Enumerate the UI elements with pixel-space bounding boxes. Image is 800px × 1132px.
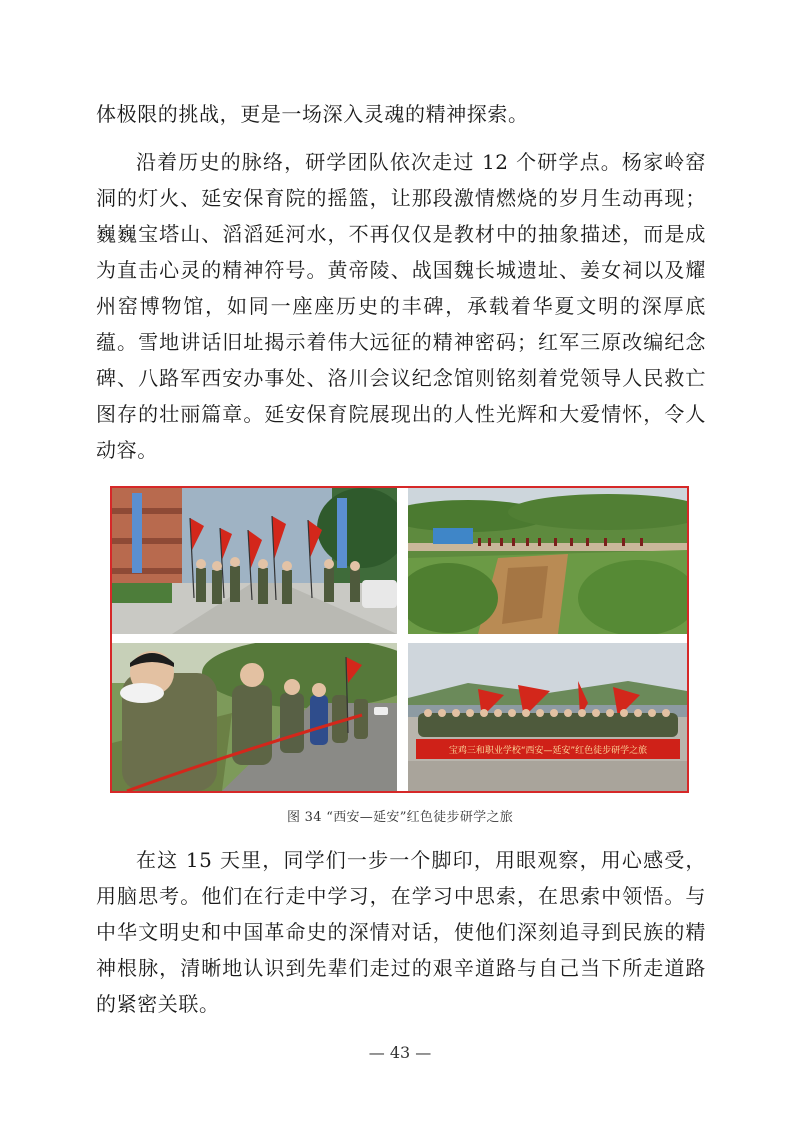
banner-text: 宝鸡三和职业学校“西安—延安”红色徒步研学之旅 <box>448 746 648 756</box>
photo-group-with-banner <box>408 643 687 791</box>
paragraph-study-sites: 沿着历史的脉络，研学团队依次走过 12 个研学点。杨家岭窑洞的灯火、延安保育院的摇篮，让那段激情燃烧的岁月生动再现；巍巍宝塔山、滔滔延河水，不再仅仅是教材中的抽象描述，而是成为直击心灵的精神符号。黄帝陵、战国魏长城遗址、姜女祠以及耀州窑博物馆，如同一座座历史的丰碑，承载着华夏文明的深厚底蕴。雪地讲话旧址揭示着伟大远征的精神密码；红军三原改编纪念碑、八路军西安办事处、洛川会议纪念馆则铭刻着党领导人民救亡图存的壮丽篇章。延安保育院展现出的人性光辉和大爱情怀，令人动容。 <box>96 150 706 462</box>
photo-march-with-flags <box>112 488 397 634</box>
photo-hillside-trail <box>408 488 687 634</box>
figure-caption: 图 34 “西安—延安”红色徒步研学之旅 <box>286 810 514 825</box>
photo-rope-pulling <box>112 643 397 791</box>
paragraph-fifteen-days: 在这 15 天里，同学们一步一个脚印，用眼观察，用心感受，用脑思考。他们在行走中学习，在学习中思索，在思索中领悟。与中华文明史和中国革命史的深情对话，使他们深刻追寻到民族的精神根脉，清晰地认识到先辈们走过的艰辛道路与自己当下所走道路的紧密关联。 <box>96 848 706 1016</box>
photo-collage <box>110 486 689 793</box>
paragraph-continuation: 体极限的挑战，更是一场深入灵魂的精神探索。 <box>96 102 529 126</box>
page-number: — 43 — <box>368 1043 432 1062</box>
